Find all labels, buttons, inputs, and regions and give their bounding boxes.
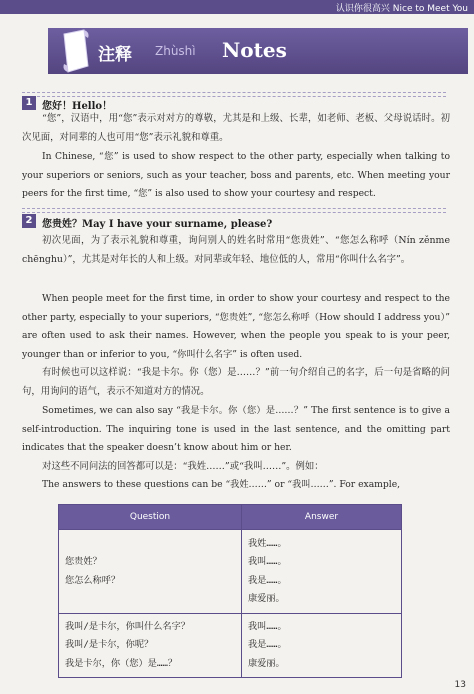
note-paragraph-en: Sometimes, we can also say “我是卡尔。你（您）是……？” The first sentence is to give a self-introduction. The inquiring tone is used in the last sentence, and the omitting part indicates that the speaker doesn’t know about him or her.: [22, 405, 450, 453]
section-title: 您贵姓？May I have your surname, please?: [42, 219, 273, 230]
column-header-question: Question: [59, 505, 242, 530]
note-paragraph-zh: 初次见面，为了表示礼貌和尊重，询问别人的姓名时常用“您贵姓”、“您怎么称呼（Nín zěnme chēnghu）”，尤其是对年长的人和上级。对同辈或年轻、地位低的人，常用“你叫什么名字”。: [22, 235, 450, 265]
section-divider: [22, 208, 446, 213]
question-line: 我叫/是卡尔，你呢？: [65, 639, 154, 651]
answer-line: 我叫……。: [248, 556, 287, 567]
question-line: 我叫/是卡尔，你叫什么名字？: [65, 620, 190, 632]
banner-title-zh: 注释: [98, 45, 132, 65]
page-number: 13: [454, 680, 466, 690]
answer-line: 我姓……。: [248, 537, 287, 549]
answer-line: 我是……。: [248, 639, 287, 651]
answer-cell: [242, 530, 402, 614]
note-paragraph-zh: “您”，汉语中，用“您”表示对对方的尊敬，尤其是和上级、长辈，如老师、老板、父母说话时。初次见面，对同辈的人也可用“您”表示礼貌和尊重。: [22, 113, 450, 143]
scroll-icon: [58, 26, 92, 76]
question-line: 您贵姓？: [65, 556, 102, 567]
note-paragraph-zh: 有时候也可以这样说：“我是卡尔。你（您）是……？”前一句介绍自己的名字，后一句是省略的问句，用询问的语气，表示不知道对方的情况。: [22, 367, 450, 397]
question-cell: [59, 614, 242, 678]
section-title: 您好！Hello！: [42, 101, 113, 112]
note-paragraph-en: The answers to these questions can be “我姓……” or “我叫……”. For example,: [42, 479, 401, 490]
answer-line: 我是……。: [248, 574, 287, 586]
note-paragraph-zh: 对这些不同问法的回答都可以是：“我姓……”或“我叫……”。例如：: [42, 461, 324, 472]
banner-title-pinyin: Zhùshì: [155, 44, 196, 58]
answer-cell: [242, 614, 402, 678]
note-paragraph-en: In Chinese, “您” is used to show respect to the other party, especially when talking to your superiors or seniors, such as your teacher, boss and parents, etc. When meeting your peers for the first time, “您” is also used to show your courtesy and respect.: [22, 151, 450, 199]
table-row: [59, 614, 402, 678]
column-header-answer: Answer: [242, 505, 402, 530]
answer-line: 我叫……。: [248, 620, 287, 632]
question-cell: [59, 530, 242, 614]
running-title: 认识你很高兴 Nice to Meet You: [335, 4, 468, 14]
example-table: [58, 504, 402, 678]
note-paragraph-en: When people meet for the first time, in order to show your courtesy and respect to the other party, especially to your superiors, “您贵姓”, “您怎么称呼（How should I address you）” are often used to ask their names. However, when the people you speak to is your peer, younger than or inferior to you, “你叫什么名字” is often used.: [22, 293, 450, 360]
question-line: 我是卡尔，你（您）是……？: [65, 657, 178, 669]
answer-line: 康爱丽。: [248, 593, 285, 604]
banner-title-en: Notes: [222, 38, 287, 62]
answer-line: 康爱丽。: [248, 657, 285, 669]
section-number: 1: [22, 96, 36, 110]
question-line: 您怎么称呼？: [65, 574, 121, 586]
section-number: 2: [22, 214, 36, 228]
table-row: [59, 530, 402, 614]
table-header-row: [59, 505, 402, 530]
